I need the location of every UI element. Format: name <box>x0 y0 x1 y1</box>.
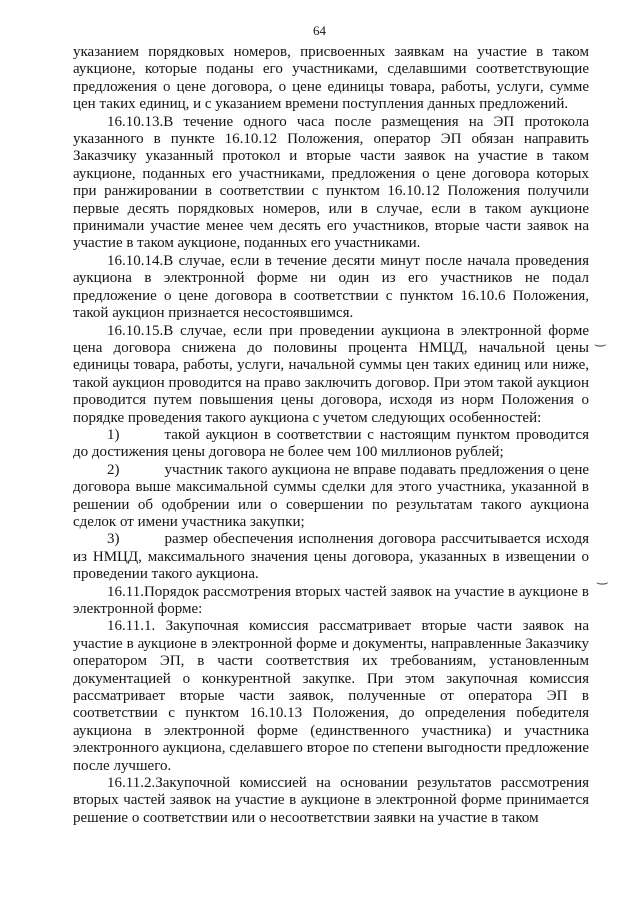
paragraph: 16.10.13.В течение одного часа после размещения на ЭП протокола указанного в пункте 16.10.12 Положения, оператор ЭП обязан направить Заказчику указанный протокол и вторые части заявок на участие в таком аукционе, поданных его участниками, предложения о цене договора которых при ранжировании в соответствии с пунктом 16.10.12 Положения получили первые десять порядковых номеров, или в случае, если в таком аукционе принимали участие менее чем десять его участников, вторые части заявок на участие в таком аукционе, поданных его участниками. <box>73 113 589 252</box>
margin-tick-mark: ⌣ <box>595 575 610 590</box>
paragraph: 16.10.14.В случае, если в течение десяти минут после начала проведения аукциона в электронной форме ни один из его участников не подал предложение о цене договора в соответствии с пунктом 16.10.6 Положения, такой аукцион признается несостоявшимся. <box>73 252 589 322</box>
list-item: 2) участник такого аукциона не вправе подавать предложения о цене договора выше максимальной суммы сделки для этого участника, указанной в решении об одобрении или о совершении по результатам такого аукциона сделок от имени участника закупки; <box>73 461 589 530</box>
margin-tick-mark: ⌣ <box>593 337 608 352</box>
list-item: 3) размер обеспечения исполнения договора рассчитывается исходя из НМЦД, максимального значения цены договора, указанных в извещении о проведении такого аукциона. <box>73 531 589 583</box>
page-number: 64 <box>313 23 326 38</box>
paragraph: 16.11.1. Закупочная комиссия рассматривает вторые части заявок на участие в аукционе в электронной форме и документы, направленные Заказчику оператором ЭП, в части соответствия их требованиям, установленным документацией о конкурентной закупке. При этом закупочная комиссия рассматривает вторые части заявок, полученные от оператора ЭП в соответствии с пунктом 16.10.13 Положения, до определения победителя аукциона в электронной форме (единственного участника) и участника электронного аукциона, сделавшего второе по степени выгодности предложение после лучшего. <box>73 618 589 774</box>
paragraph: 16.11.Порядок рассмотрения вторых частей заявок на участие в аукционе в электронной форме: <box>73 583 589 617</box>
paragraph: 16.11.2.Закупочной комиссией на основании результатов рассмотрения вторых частей заявок на участие в аукционе в электронной форме принимается решение о соответствии или о несоответствии заявки на участие в таком <box>73 775 589 826</box>
document-body <box>73 44 589 827</box>
paragraph: указанием порядковых номеров, присвоенных заявкам на участие в таком аукционе, которые поданы его участниками, сделавшими соответствующие предложения о цене договора, о цене единицы товара, работы, услуги, сумме цен таких единиц, и с указанием времени поступления данных предложений. <box>73 44 589 113</box>
list-item: 1) такой аукцион в соответствии с настоящим пунктом проводится до достижения цены договора не более чем 100 миллионов рублей; <box>73 426 589 461</box>
paragraph: 16.10.15.В случае, если при проведении аукциона в электронной форме цена договора снижена до половины процента НМЦД, начальной цены единицы товара, работы, услуги, начальной суммы цен таких единиц или ниже, такой аукцион проводится на право заключить договор. При этом такой аукцион проводится путем повышения цены договора, исходя из норм Положения о порядке проведения такого аукциона с учетом следующих особенностей: <box>73 322 589 426</box>
